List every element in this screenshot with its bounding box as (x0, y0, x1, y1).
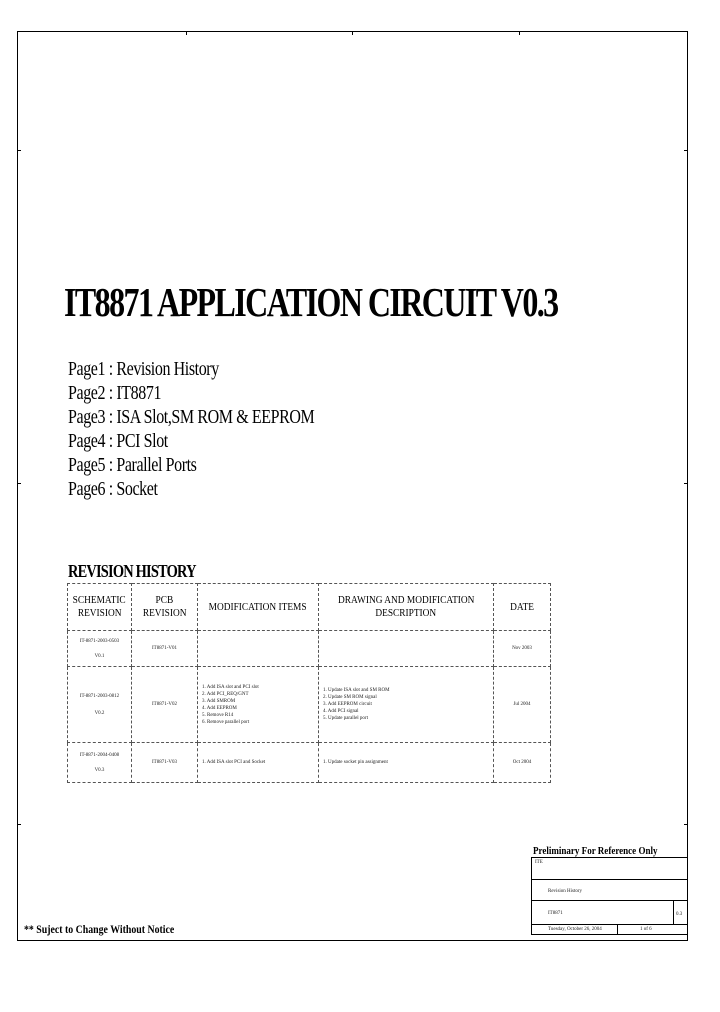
col-modification-items: MODIFICATION ITEMS (198, 584, 319, 631)
schematic-version: V0.1 (94, 653, 105, 659)
table-row (68, 743, 551, 783)
revision-history-heading: REVISION HISTORY (68, 561, 196, 581)
document-title-field: Revision History (548, 889, 583, 894)
title-block-divider (531, 900, 688, 901)
date-field: Tuesday, October 26, 2004 (548, 927, 602, 932)
revision-table (67, 583, 551, 783)
pcb-revision: IT8871-V03 (132, 743, 198, 783)
modification-item: 6. Remove parallel port (202, 719, 250, 725)
col-date: DATE (494, 584, 551, 631)
frame-tick (684, 824, 688, 825)
page-index-item: Page2 : IT8871 (68, 382, 162, 404)
frame-tick (17, 483, 21, 484)
title-block-divider (531, 924, 688, 925)
schematic-version: V0.2 (94, 710, 105, 716)
page-index-item: Page3 : ISA Slot,SM ROM & EEPROM (68, 406, 315, 428)
schematic-id: IT-8871-2003-0503 (79, 638, 120, 644)
title-block-divider (617, 924, 618, 935)
table-row (68, 631, 551, 667)
sheet-field: 1 of 6 (640, 927, 652, 932)
modification-description: 3. Add EEPROM circuit (323, 702, 372, 707)
revision-table-header (68, 584, 551, 631)
frame-tick (186, 31, 187, 35)
modification-item: 2. Add PCI_REQ/GNT (202, 691, 249, 697)
modification-description: 4. Add PCI signal (323, 709, 359, 714)
notice-text: ** Suject to Change Without Notice (24, 922, 175, 936)
pcb-revision: IT8871-V01 (132, 631, 198, 667)
frame-tick (519, 31, 520, 35)
modification-item: 5. Remove R14 (202, 712, 234, 718)
document-number: IT8871 (548, 911, 563, 916)
title-block-header: Preliminary For Reference Only (533, 845, 658, 857)
page-index-item: Page1 : Revision History (68, 358, 219, 380)
col-schematic-revision: SCHEMATIC REVISION (68, 584, 132, 631)
modification-description: 2. Update SM ROM signal (323, 695, 377, 700)
col-description: DRAWING AND MODIFICATION DESCRIPTION (319, 584, 494, 631)
page-index-item: Page4 : PCI Slot (68, 430, 168, 452)
frame-tick (684, 150, 688, 151)
modification-item: 3. Add SMROM (202, 698, 236, 704)
table-row (68, 667, 551, 743)
title-block-divider (531, 879, 688, 880)
frame-tick (17, 824, 21, 825)
title-block-divider (673, 900, 674, 924)
revision-date: Oct 2004 (494, 743, 551, 783)
page-index-item: Page5 : Parallel Ports (68, 454, 197, 476)
pcb-revision: IT8871-V02 (132, 667, 198, 743)
modification-description: 1. Update socket pin assignment (323, 760, 388, 765)
modification-description: 1. Update ISA slot and SM ROM (323, 688, 390, 693)
schematic-id: IT-8871-2004-0408 (79, 752, 120, 758)
schematic-version: V0.3 (94, 767, 105, 773)
col-pcb-revision: PCB REVISION (132, 584, 198, 631)
modification-item: 4. Add EEPROM (202, 705, 237, 711)
frame-tick (684, 483, 688, 484)
document-title: IT8871 APPLICATION CIRCUIT V0.3 (64, 279, 558, 325)
revision-field: 0.3 (676, 912, 683, 917)
modification-item: 1. Add ISA slot and PCI slot (202, 684, 259, 690)
frame-tick (17, 150, 21, 151)
revision-date: Nov 2003 (494, 631, 551, 667)
modification-item: 1. Add ISA slot PCI and Socket (202, 760, 266, 765)
frame-tick (352, 31, 353, 35)
revision-date: Jul 2004 (494, 667, 551, 743)
page-index-item: Page6 : Socket (68, 478, 158, 500)
company-name: ITE (535, 860, 543, 865)
schematic-id: IT-8871-2003-0812 (79, 693, 120, 699)
page-index (68, 357, 314, 501)
modification-description: 5. Update parallel port (323, 716, 368, 721)
